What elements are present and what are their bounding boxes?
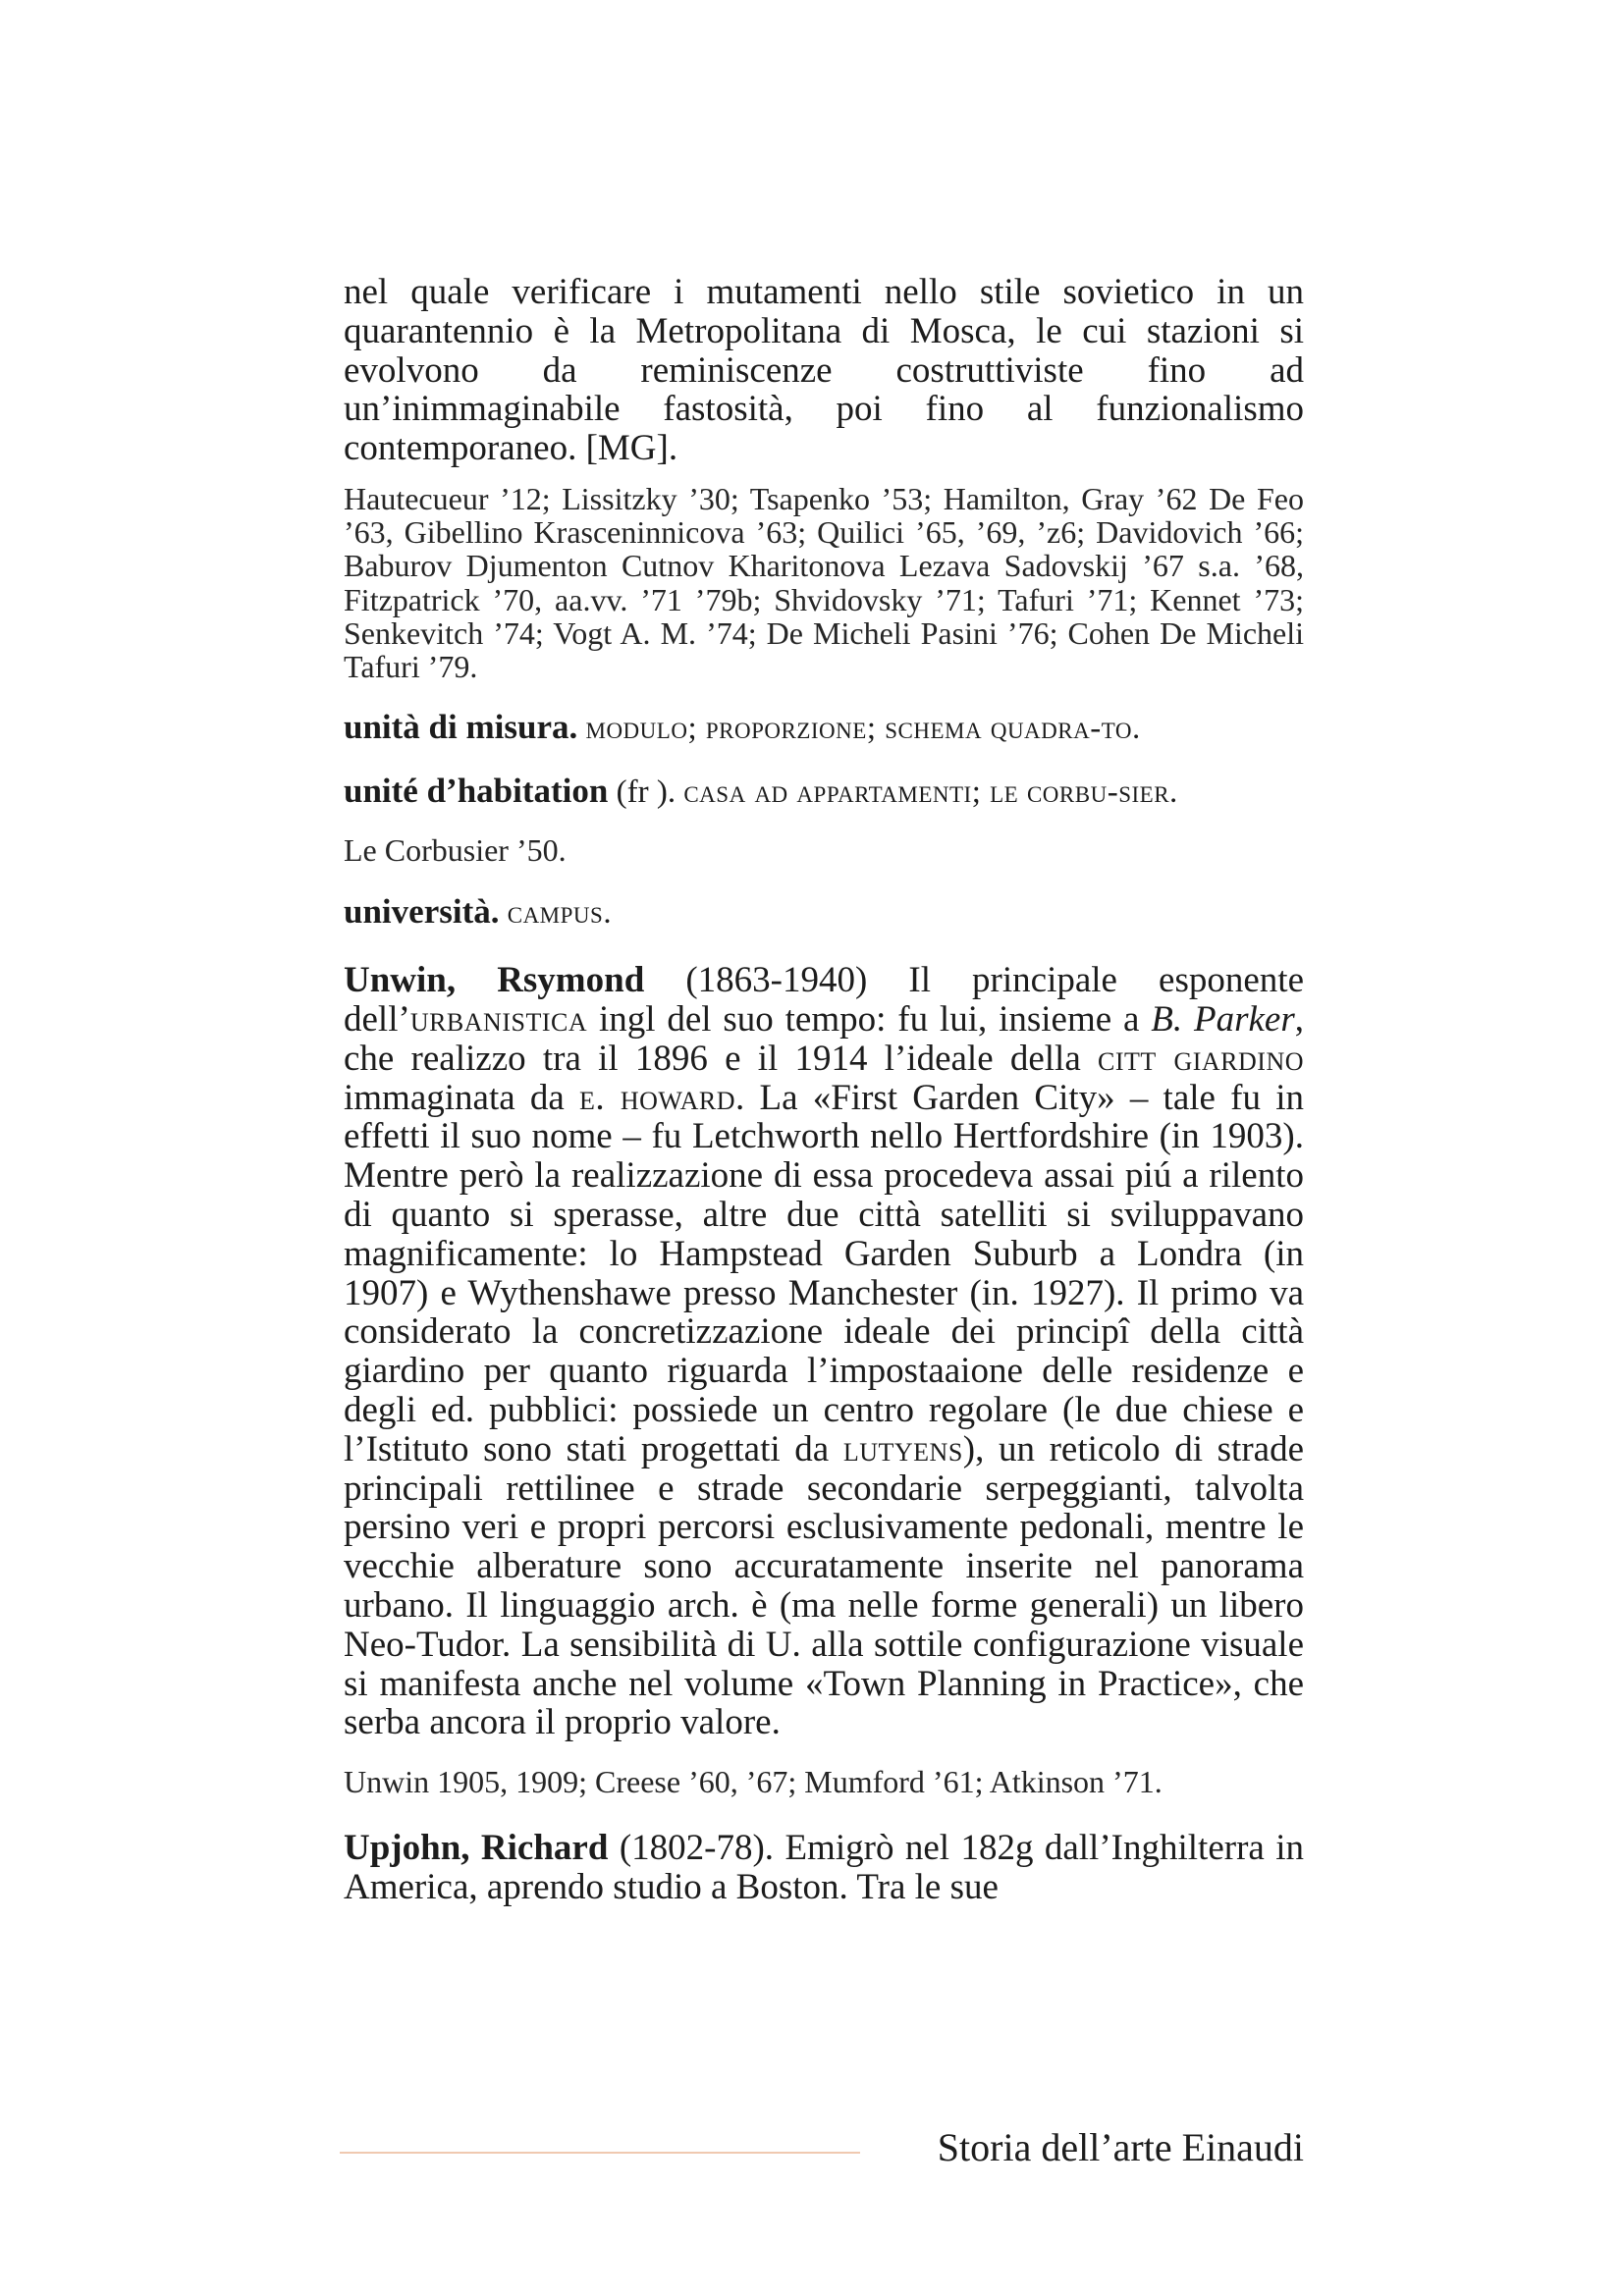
page-footer [340, 2123, 1304, 2172]
upjohn-text: (1802-78). Emigrò nel 182g dall’Inghilterra in America, aprendo studio a Boston. Tra le sue [344, 1828, 1304, 1907]
lang-tag: (fr ). [608, 774, 684, 811]
unwin-text-1: (1863-1940) Il principale esponente dell’ [344, 960, 1304, 1040]
entry-unite-habitation [344, 773, 1304, 811]
intro-paragraph: nel quale verificare i mutamenti nello stile sovietico in un quarantennio è la Metropolitana di Mosca, le cui stazioni si evolvono da reminiscenze costruttiviste fino ad un’inimmaginabile fastosità, poi fino al funzionalismo contemporaneo. [MG]. [344, 272, 1304, 469]
page-content [344, 273, 1304, 1907]
entry-upjohn [344, 1829, 1304, 1907]
xref-citta-giardino: citt giardino [1097, 1038, 1305, 1079]
xref-unite-habitation: casa ad appartamenti; le corbu-sier. [683, 774, 1178, 811]
headword-upjohn: Upjohn, Richard [344, 1828, 609, 1869]
footer-divider [340, 2152, 860, 2154]
xref-unita-di-misura: modulo; proporzione; schema quadra-to. [585, 711, 1141, 747]
headword-unita-di-misura: unità di misura. [344, 708, 578, 747]
unwin-text-3: , che realizzo tra il 1896 e il 1914 l’ideale della [344, 999, 1304, 1079]
entry-unwin [344, 961, 1304, 1742]
xref-lutyens: lutyens [842, 1428, 963, 1469]
footer-title: Storia dell’arte Einaudi [937, 2125, 1304, 2169]
xref-urbanistica: urbanistica [409, 999, 588, 1040]
entry-universita [344, 893, 1304, 932]
headword-unite-habitation: unité d’habitation [344, 772, 609, 811]
xref-howard: e. howard [579, 1077, 735, 1118]
entry-unita-di-misura [344, 709, 1304, 747]
unite-habitation-bibliography: Le Corbusier ’50. [344, 832, 567, 869]
xref-universita: campus. [507, 895, 613, 932]
name-b-parker: B. Parker [1151, 999, 1295, 1040]
unwin-text-2: ingl del suo tempo: fu lui, insieme a [587, 999, 1152, 1040]
headword-universita: università. [344, 892, 500, 932]
intro-bibliography: Hautecueur ’12; Lissitzky ’30; Tsapenko ’53; Hamilton, Gray ’62 De Feo ’63, Gibellino Krasceninnicova ’63; Quilici ’65, ’69, ’z6; Davidovich ’66; Baburov Djumenton Cutnov Kharitonova Lezava Sadovskij ’67 s.a. ’68, Fitzpatrick ’70, aa.vv. ’71 ’79b; Shvidovsky ’71; Tafuri ’71; Kennet ’73; Senkevitch ’74; Vogt A. M. ’74; De Micheli Pasini ’76; Cohen De Micheli Tafuri ’79. [344, 480, 1304, 684]
headword-unwin: Unwin, Rsymond [344, 960, 645, 1001]
unwin-text-5: . La «First Garden City» – tale fu in effetti il suo nome – fu Letchworth nello Hertfordshire (in 1903). Mentre però la realizzazione di essa procedeva assai piú a rilento di quanto si sperasse, altre due città satelliti si sviluppavano magnificamente: lo Hampstead Garden Suburb a Londra (in 1907) e Wythenshawe presso Manchester (in. 1927). Il primo va considerato la concretizzazione ideale dei principî della città giardino per quanto riguarda l’impostaaione delle residenze e degli ed. pubblici: possiede un centro regolare (le due chiese e l’Istituto sono stati progettati da [344, 1077, 1304, 1469]
unwin-text-6: ), un reticolo di strade principali rettilinee e strade secondarie serpeggianti, talvolta persino veri e propri percorsi esclusivamente pedonali, mentre le vecchie alberature sono accuratamente inserite nel panorama urbano. Il linguaggio arch. è (ma nelle forme generali) un libero Neo-Tudor. La sensibilità di U. alla sottile configurazione visuale si manifesta anche nel volume «Town Planning in Practice», che serba ancora il proprio valore. [344, 1428, 1304, 1743]
unwin-text-4: immaginata da [344, 1077, 580, 1118]
unwin-bibliography: Unwin 1905, 1909; Creese ’60, ’67; Mumford ’61; Atkinson ’71. [344, 1764, 1163, 1800]
